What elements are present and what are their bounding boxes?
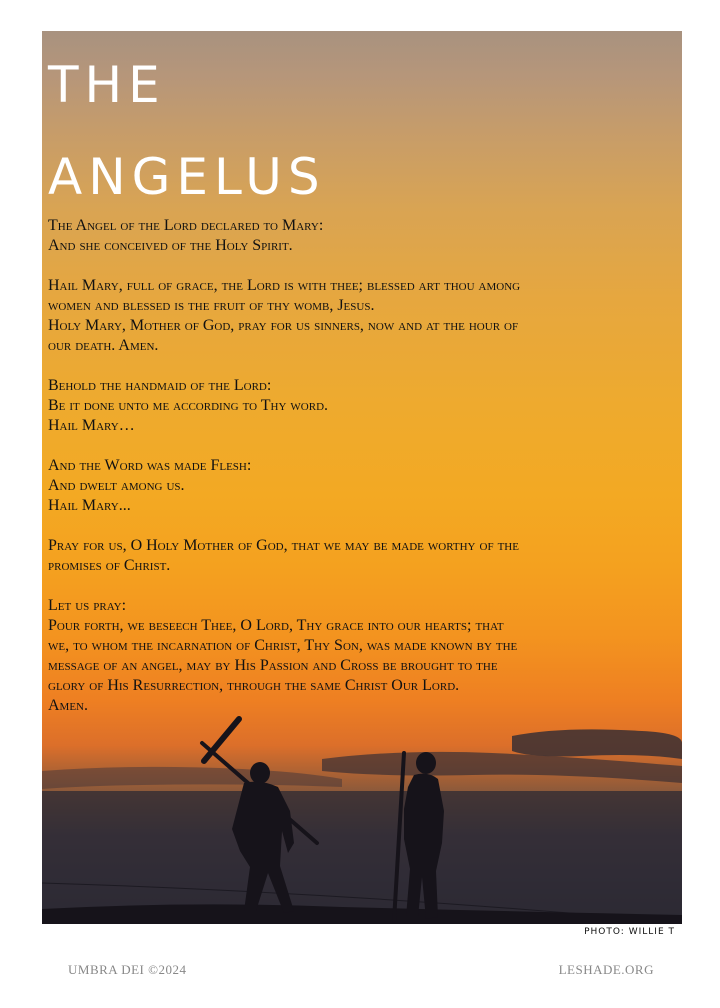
prayer-line: women and blessed is the fruit of thy womb, Jesus. <box>48 297 375 314</box>
prayer-stanza <box>48 536 678 576</box>
prayer-line: And dwelt among us. <box>48 477 185 494</box>
prayer-line: And she conceived of the Holy Spirit. <box>48 237 293 254</box>
prayer-line: Behold the handmaid of the Lord: <box>48 377 272 394</box>
prayer-line: Pray for us, O Holy Mother of God, that we may be made worthy of the <box>48 537 519 554</box>
website-footer: LESHADE.ORG <box>558 962 654 977</box>
prayer-line: we, to whom the incarnation of Christ, Thy Son, was made known by the <box>48 637 518 654</box>
prayer-line: Be it done unto me according to Thy word. <box>48 397 329 414</box>
prayer-stanza <box>48 216 678 256</box>
prayer-line: Let us pray: <box>48 597 127 614</box>
photo-credit: PHOTO: WILLIE T <box>584 927 675 937</box>
prayer-line: Hail Mary, full of grace, the Lord is with thee; blessed art thou among <box>48 277 521 294</box>
prayer-text <box>48 216 678 736</box>
prayer-line: The Angel of the Lord declared to Mary: <box>48 217 324 234</box>
dark-cloud-band <box>322 752 682 783</box>
prayer-line: Amen. <box>48 697 88 714</box>
dark-cloud-band <box>42 767 342 789</box>
prayer-line: And the Word was made Flesh: <box>48 457 252 474</box>
title-line: THE <box>48 56 166 114</box>
page-title <box>48 39 326 223</box>
prayer-stanza <box>48 376 678 436</box>
prayer-stanza <box>48 456 678 516</box>
dusk-land <box>42 791 682 924</box>
title-line: ANGELUS <box>48 148 326 206</box>
copyright-footer: UMBRA DEI ©2024 <box>68 962 187 977</box>
prayer-stanza <box>48 276 678 356</box>
prayer-line: promises of Christ. <box>48 557 171 574</box>
prayer-line: Hail Mary… <box>48 417 135 434</box>
prayer-stanza <box>48 596 678 716</box>
prayer-line: our death. Amen. <box>48 337 159 354</box>
prayer-line: glory of His Resurrection, through the same Christ Our Lord. <box>48 677 460 694</box>
prayer-line: Holy Mary, Mother of God, pray for us sinners, now and at the hour of <box>48 317 519 334</box>
prayer-line: Pour forth, we beseech Thee, O Lord, Thy grace into our hearts; that <box>48 617 504 634</box>
sunset-photo-background <box>42 31 682 924</box>
prayer-line: message of an angel, may by His Passion and Cross be brought to the <box>48 657 498 674</box>
prayer-line: Hail Mary... <box>48 497 131 514</box>
